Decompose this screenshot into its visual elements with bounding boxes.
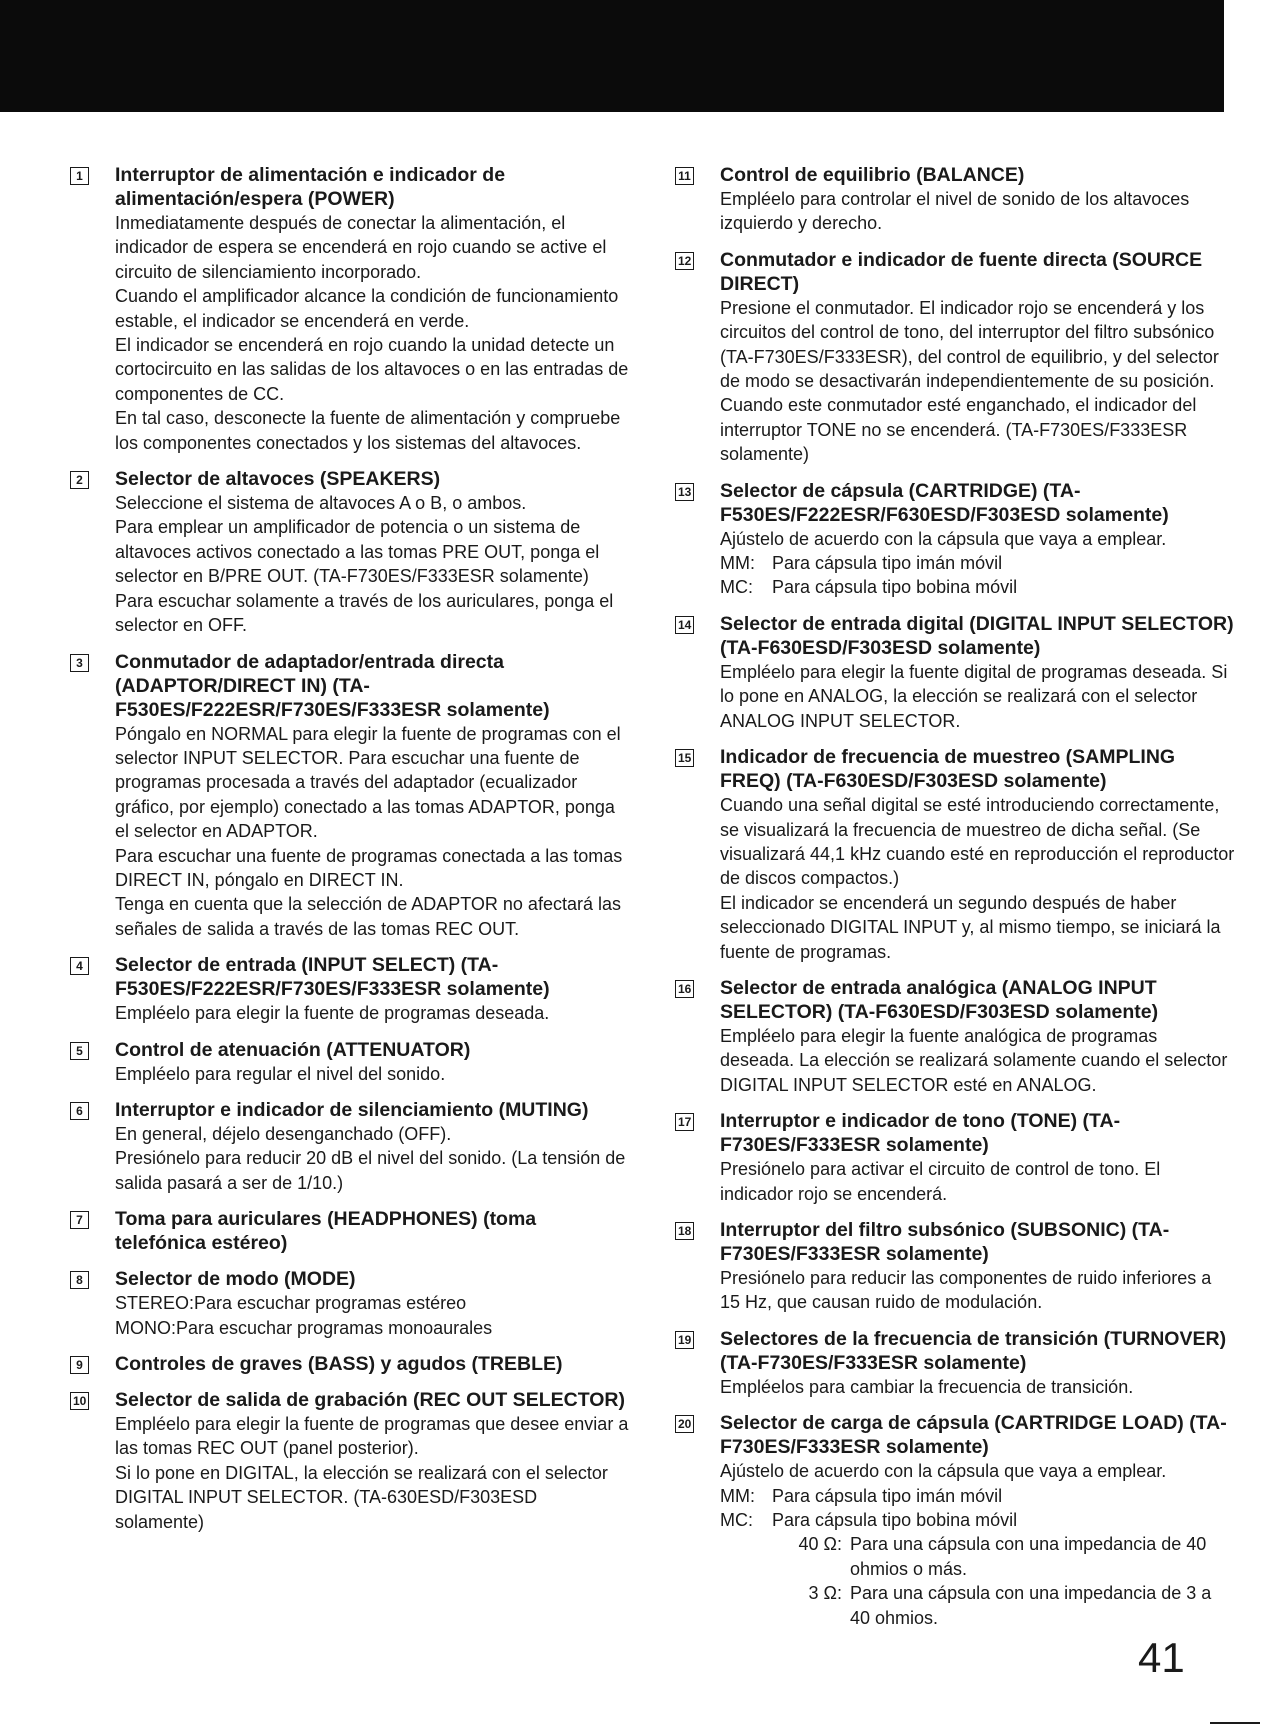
option-label: STEREO: <box>115 1293 195 1314</box>
item-number-box: 12 <box>675 252 694 270</box>
option-row <box>720 1484 1235 1508</box>
item-title: Selector de entrada (INPUT SELECT) (TA-F530ES/F222ESR/F730ES/F333ESR solamente) <box>115 954 550 1001</box>
section-item <box>70 163 630 455</box>
item-paragraph: Empléelo para elegir la fuente digital de programas deseada. Si lo pone en ANALOG, la elección se realizará con el selector ANALOG INPUT SELECTOR. <box>720 661 1228 731</box>
item-number-box: 17 <box>675 1113 694 1131</box>
item-paragraph: Para emplear un amplificador de potencia o un sistema de altavoces activos conectado a las tomas PRE OUT, ponga el selector en B/PRE OUT. (TA-F730ES/F333ESR solamente) <box>115 517 600 587</box>
footer-rule <box>1210 1722 1260 1724</box>
section-item <box>70 1388 630 1534</box>
item-paragraph: Empléelos para cambiar la frecuencia de transición. <box>720 1376 1134 1397</box>
option-text: Para escuchar programas estéreo <box>194 1293 467 1314</box>
item-paragraph: Para escuchar solamente a través de los auriculares, ponga el selector en OFF. <box>115 590 614 636</box>
section-item <box>70 1038 630 1086</box>
item-title: Controles de graves (BASS) y agudos (TREBLE) <box>115 1353 563 1375</box>
item-number-box: 7 <box>70 1211 89 1229</box>
section-item <box>675 163 1235 236</box>
item-number-box: 9 <box>70 1356 89 1374</box>
item-paragraph: Ajústelo de acuerdo con la cápsula que vaya a emplear. <box>720 528 1167 549</box>
sub-option-label: 40 Ω: <box>798 1534 842 1555</box>
item-number-box: 20 <box>675 1415 694 1433</box>
item-paragraph: Póngalo en NORMAL para elegir la fuente de programas con el selector INPUT SELECTOR. Para escuchar una fuente de programas procesada a través del adaptador (ecualizador gráfico, por ejemplo) conectado a las tomas ADAPTOR, ponga el selector en ADAPTOR. <box>115 723 621 842</box>
item-number-box: 14 <box>675 616 694 634</box>
item-title: Interruptor del filtro subsónico (SUBSONIC) (TA-F730ES/F333ESR solamente) <box>720 1218 1170 1265</box>
item-paragraph: Presiónelo para reducir las componentes de ruido inferiores a 15 Hz, que causan ruido de modulación. <box>720 1267 1212 1313</box>
item-paragraph: Presiónelo para reducir 20 dB el nivel del sonido. (La tensión de salida pasará a ser de 1/10.) <box>115 1148 626 1193</box>
item-paragraph: Si lo pone en DIGITAL, la elección se realizará con el selector DIGITAL INPUT SELECTOR. (TA-630ESD/F303ESD solamente) <box>115 1462 608 1532</box>
item-title: Control de equilibrio (BALANCE) <box>720 164 1025 186</box>
item-paragraph: Empléelo para elegir la fuente de programas que desee enviar a las tomas REC OUT (panel posterior). <box>115 1414 629 1459</box>
option-label: MM: <box>720 553 755 574</box>
section-item <box>70 650 630 942</box>
item-number-box: 15 <box>675 749 694 767</box>
sub-option-row <box>720 1581 1235 1630</box>
option-row <box>115 1316 630 1340</box>
item-number-box: 2 <box>70 471 89 489</box>
item-title: Indicador de frecuencia de muestreo (SAMPLING FREQ) (TA-F630ESD/F303ESD solamente) <box>720 746 1176 793</box>
item-number-box: 19 <box>675 1331 694 1349</box>
item-paragraph: Seleccione el sistema de altavoces A o B, o ambos. <box>115 493 527 514</box>
item-number-box: 16 <box>675 980 694 998</box>
item-number-box: 18 <box>675 1222 694 1240</box>
item-title: Selector de salida de grabación (REC OUT SELECTOR) <box>115 1389 625 1411</box>
item-paragraph: Presiónelo para activar el circuito de control de tono. El indicador rojo se encenderá. <box>720 1159 1161 1204</box>
item-number-box: 11 <box>675 167 694 185</box>
item-paragraph: Empléelo para regular el nivel del sonido. <box>115 1063 446 1084</box>
option-text: Para cápsula tipo imán móvil <box>772 1485 1003 1506</box>
option-row <box>115 1291 630 1315</box>
item-title: Control de atenuación (ATTENUATOR) <box>115 1038 471 1061</box>
section-item <box>675 1218 1235 1315</box>
sub-option-text: Para una cápsula con una impedancia de 40 ohmios o más. <box>850 1534 1207 1579</box>
item-title: Interruptor de alimentación e indicador de alimentación/espera (POWER) <box>115 164 506 210</box>
item-paragraph: Ajústelo de acuerdo con la cápsula que vaya a emplear. <box>720 1461 1167 1482</box>
option-row <box>720 575 1235 599</box>
item-title: Selector de cápsula (CARTRIDGE) (TA-F530ES/F222ESR/F630ESD/F303ESD solamente) <box>720 479 1169 526</box>
option-text: Para cápsula tipo bobina móvil <box>772 1510 1018 1530</box>
right-column <box>675 163 1235 1642</box>
option-row <box>720 1508 1235 1532</box>
option-label: MC: <box>720 1510 753 1530</box>
section-item <box>675 1327 1235 1399</box>
sub-option-label: 3 Ω: <box>808 1583 842 1604</box>
option-label: MONO: <box>115 1317 176 1338</box>
item-title: Selectores de la frecuencia de transición (TURNOVER) (TA-F730ES/F333ESR solamente) <box>720 1327 1227 1374</box>
item-title: Interruptor e indicador de silenciamiento (MUTING) <box>115 1098 589 1121</box>
item-paragraph: Cuando una señal digital se esté introduciendo correctamente, se visualizará la frecuencia de muestreo de dicha señal. (Se visualizará 44,1 kHz cuando esté en reproducción el reproductor de discos compactos.) <box>720 795 1235 889</box>
option-text: Para escuchar programas monoaurales <box>176 1317 493 1338</box>
option-row <box>720 551 1235 575</box>
section-item <box>70 1267 630 1340</box>
item-title: Interruptor e indicador de tono (TONE) (TA-F730ES/F333ESR solamente) <box>720 1110 1121 1157</box>
section-item <box>675 248 1235 467</box>
item-title: Toma para auriculares (HEADPHONES) (toma telefónica estéreo) <box>115 1208 537 1255</box>
item-paragraph: Tenga en cuenta que la selección de ADAPTOR no afectará las señales de salida a través de las tomas REC OUT. <box>115 894 621 939</box>
item-title: Conmutador de adaptador/entrada directa (ADAPTOR/DIRECT IN) (TA-F530ES/F222ESR/F730ES/F333ESR solamente) <box>115 650 550 721</box>
section-item <box>70 1207 630 1255</box>
item-number-box: 13 <box>675 483 694 501</box>
item-title: Selector de carga de cápsula (CARTRIDGE LOAD) (TA-F730ES/F333ESR solamente) <box>720 1412 1227 1459</box>
left-column <box>70 163 630 1546</box>
section-item <box>70 953 630 1025</box>
item-number-box: 5 <box>70 1042 89 1060</box>
option-text: Para cápsula tipo bobina móvil <box>772 577 1018 598</box>
option-label: MM: <box>720 1485 755 1506</box>
item-number-box: 4 <box>70 957 89 975</box>
item-title: Selector de modo (MODE) <box>115 1268 356 1291</box>
item-paragraph: Para escuchar una fuente de programas conectada a las tomas DIRECT IN, póngalo en DIRECT IN. <box>115 845 623 890</box>
item-paragraph: En tal caso, desconecte la fuente de alimentación y compruebe los componentes conectados y los sistemas del altavoces. <box>115 408 621 453</box>
item-paragraph: Inmediatamente después de conectar la alimentación, el indicador de espera se encenderá en rojo cuando se active el circuito de silenciamiento incorporado. <box>115 213 607 282</box>
item-number-box: 8 <box>70 1271 89 1289</box>
item-paragraph: En general, déjelo desenganchado (OFF). <box>115 1123 452 1144</box>
item-number-box: 10 <box>70 1392 89 1410</box>
option-label: MC: <box>720 577 753 598</box>
option-text: Para cápsula tipo imán móvil <box>772 553 1003 574</box>
item-paragraph: Empléelo para elegir la fuente analógica de programas deseada. La elección se realizará solamente cuando el selector DIGITAL INPUT SELECTOR esté en ANALOG. <box>720 1025 1228 1095</box>
item-title: Selector de entrada digital (DIGITAL INPUT SELECTOR) (TA-F630ESD/F303ESD solamente) <box>720 612 1234 659</box>
section-item <box>70 1352 630 1376</box>
section-item <box>675 479 1235 600</box>
item-title: Selector de entrada analógica (ANALOG INPUT SELECTOR) (TA-F630ESD/F303ESD solamente) <box>720 976 1159 1023</box>
section-item <box>675 745 1235 964</box>
section-item <box>675 612 1235 733</box>
sub-option-text: Para una cápsula con una impedancia de 3 a 40 ohmios. <box>850 1583 1212 1628</box>
page-number: 41 <box>1138 1634 1185 1681</box>
section-item <box>675 976 1235 1097</box>
item-paragraph: Presione el conmutador. El indicador rojo se encenderá y los circuitos del control de tono, del interruptor del filtro subsónico (TA-F730ES/F333ESR), del control de equilibrio, y del selector de modo se desactivarán independientemente de su posición. Cuando este conmutador esté enganchado, el indicador del interruptor TONE no se encenderá. (TA-F730ES/F333ESR solamente) <box>720 297 1219 465</box>
section-item <box>675 1411 1235 1630</box>
item-number-box: 1 <box>70 167 89 185</box>
section-item <box>70 1098 630 1195</box>
item-paragraph: Empléelo para elegir la fuente de programas deseada. <box>115 1003 550 1024</box>
item-number-box: 6 <box>70 1102 89 1120</box>
sub-option-row <box>720 1532 1235 1581</box>
item-paragraph: El indicador se encenderá en rojo cuando la unidad detecte un cortocircuito en las salidas de los altavoces o en las entradas de componentes de CC. <box>115 335 629 404</box>
item-number-box: 3 <box>70 654 89 672</box>
item-paragraph: Empléelo para controlar el nivel de sonido de los altavoces izquierdo y derecho. <box>720 189 1190 234</box>
item-paragraph: El indicador se encenderá un segundo después de haber seleccionado DIGITAL INPUT y, al mismo tiempo, se iniciará la fuente de programas. <box>720 892 1221 962</box>
header-bar <box>0 0 1224 112</box>
item-title: Conmutador e indicador de fuente directa (SOURCE DIRECT) <box>720 248 1203 295</box>
section-item <box>675 1109 1235 1206</box>
item-paragraph: Cuando el amplificador alcance la condición de funcionamiento estable, el indicador se encenderá en verde. <box>115 286 619 331</box>
item-title: Selector de altavoces (SPEAKERS) <box>115 468 441 491</box>
section-item <box>70 467 630 637</box>
